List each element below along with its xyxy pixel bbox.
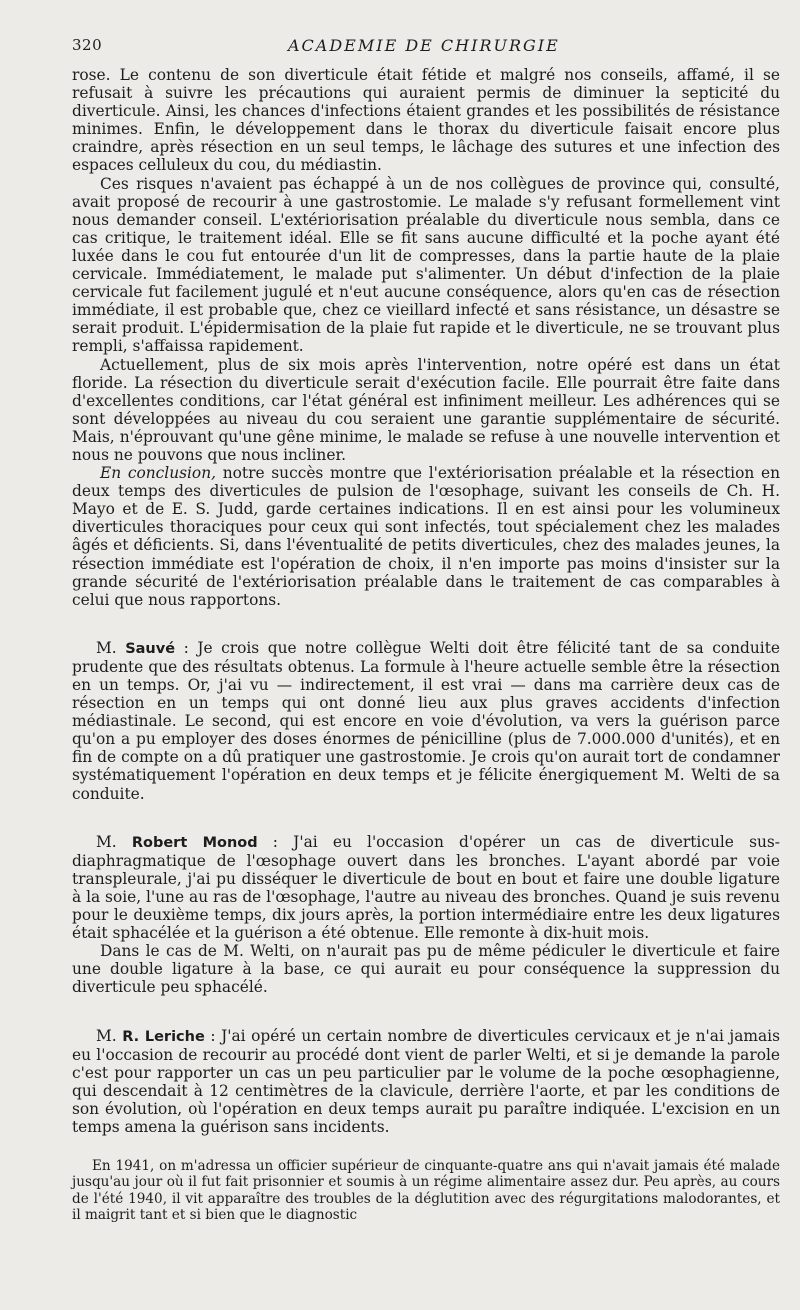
page-header — [72, 36, 780, 62]
paragraph-2: Ces risques n'avaient pas échappé à un de nos collègues de province qui, consulté, avait proposé de recourir à une gastrostomie. Le malade s'y refusant formellement vint nous demander conseil. L'extériorisation préalable du diverticule nous sembla, dans ce cas critique, le traitement idéal. Elle se fit sans aucune difficulté et la poche ayant été luxée dans le cou fut entourée d'un lit de compresses, dans la partie haute de la plaie cervicale. Immédiatement, le malade put s'alimenter. Un début d'infection de la plaie cervicale fut facilement jugulé et n'eut aucune conséquence, alors qu'en cas de résection immédiate, il est probable que, chez ce vieillard infecté et sans résistance, un désastre se serait produit. L'épidermisation de la plaie fut rapide et le diverticule, ne se trouvant plus rempli, s'affaissa rapidement. — [72, 174, 780, 356]
speaker-prefix: M. — [96, 832, 132, 851]
intervention-text-monod: : J'ai eu l'occasion d'opérer un cas de diverticule sus-diaphragmatique de l'œsophage ouvert dans les bronches. L'ayant abordé par voie transpleurale, j'ai pu disséquer le diverticule de bout en bout et faire une double ligature à la soie, l'une au ras de l'œsophage, l'autre au niveau des bronches. Quand je suis revenu pour le deuxième temps, dix jours après, la portion intermédiaire entre les deux ligatures était sphacélée et la guérison a été obtenue. Elle remonte à dix-huit mois. — [72, 832, 780, 943]
intervention-text-sauve: : Je crois que notre collègue Welti doit être félicité tant de sa conduite prudente que des résultats obtenus. La formule à l'heure actuelle semble être la résection en un temps. Or, j'ai vu — indirectement, il est vrai — dans ma carrière deux cas de résection en un temps qui ont donné lieu aux plus graves accidents d'infection médiastinale. Le second, qui est encore en voie d'évolution, va vers la guérison parce qu'on a pu employer des doses énormes de pénicilline (plus de 7.000.000 d'unités), et en fin de compte on a dû pratiquer une gastrostomie. Je crois qu'on aurait tort de condamner systématiquement l'opération en deux temps et je félicite énergiquement M. Welti de sa conduite. — [72, 638, 780, 803]
case-report-paragraph: En 1941, on m'adressa un officier supérieur de cinquante-quatre ans qui n'avait jamais été malade jusqu'au jour où il fut fait prisonnier et soumis à un régime alimentaire assez dur. Peu après, au cours de l'été 1940, il vit apparaître des troubles de la déglutition avec des régurgitations malodorantes, et il maigrit tant et si bien que le diagnostic — [72, 1158, 780, 1224]
intervention-monod-continued: Dans le cas de M. Welti, on n'aurait pas pu de même pédiculer le diverticule et faire une double ligature à la base, ce qui aurait eu pour conséquence la suppression du diverticule peu sphacélé. — [72, 942, 780, 997]
paragraph-3: Actuellement, plus de six mois après l'intervention, notre opéré est dans un état floride. La résection du diverticule serait d'exécution facile. Elle pourrait être faite dans d'excellentes conditions, car l'état général est infiniment meilleur. Les adhérences qui se sont développées au niveau du cou seraient une garantie supplémentaire de sécurité. Mais, n'éprouvant qu'une gêne minime, le malade se refuse à une nouvelle intervention et nous ne pouvons que nous incliner. — [72, 355, 780, 464]
speaker-prefix: M. — [96, 1026, 123, 1045]
case-report-smallprint — [72, 1158, 780, 1224]
running-title: ACADEMIE DE CHIRURGIE — [288, 36, 560, 55]
conclusion-lead: En conclusion, — [100, 464, 217, 483]
speaker-name-leriche: R. Leriche — [122, 1028, 205, 1045]
intervention-leriche — [72, 1027, 780, 1137]
intervention-text-leriche: : J'ai opéré un certain nombre de diverticules cervicaux et je n'ai jamais eu l'occasion de recourir au procédé dont vient de parler Welti, et si je demande la parole c'est pour rapporter un cas un peu particulier par le volume de la poche œsophagienne, qui descendait à 12 centimètres de la clavicule, derrière l'aorte, et par les conditions de son évolution, où l'opération en deux temps aurait pu paraître indiquée. L'excision en un temps amena la guérison sans incidents. — [72, 1026, 780, 1136]
paragraph-1: rose. Le contenu de son diverticule était fétide et malgré nos conseils, affamé, il se refusait à suivre les précautions qui auraient permis de diminuer la septicité du diverticule. Ainsi, les chances d'infections étaient grandes et les possibilités de résistance minimes. Enfin, le développement dans le thorax du diverticule faisait encore plus craindre, après résection en un seul temps, le lâchage des sutures et une infection des espaces celluleux du cou, du médiastin. — [72, 66, 780, 175]
article-body — [72, 66, 780, 1136]
conclusion-text: notre succès montre que l'extériorisation préalable et la résection en deux temps des diverticules de pulsion de l'œsophage, suivant les conseils de Ch. H. Mayo et de E. S. Judd, garde certaines indications. Il en est ainsi pour les volumineux diverticules thoraciques pour ceux qui sont infectés, tout spécialement chez les malades âgés et déficients. Si, dans l'éventualité de petits diverticules, chez des malades jeunes, la résection immédiate est l'opération de choix, il n'en importe pas moins d'insister sur la grande sécurité de l'extériorisation préalable dans le traitement de cas comparables à celui que nous rapportons. — [72, 464, 780, 609]
page-number: 320 — [72, 36, 103, 54]
intervention-sauve — [72, 639, 780, 803]
intervention-monod — [72, 833, 780, 943]
speaker-name-monod: Robert Monod — [131, 834, 258, 851]
paragraph-conclusion — [72, 464, 780, 609]
speaker-prefix: M. — [96, 638, 126, 657]
speaker-name-sauve: Sauvé — [125, 640, 176, 657]
